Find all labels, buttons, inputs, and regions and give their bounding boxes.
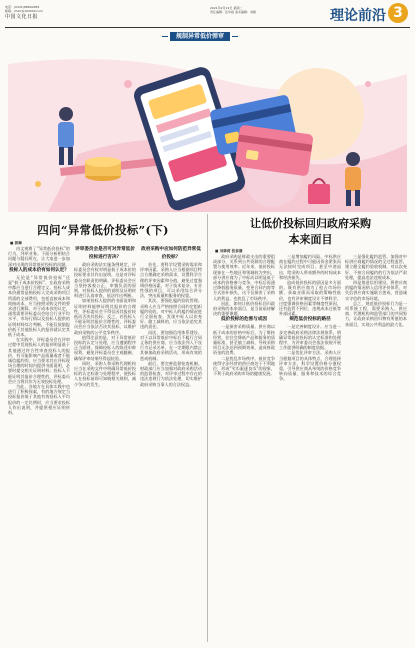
paragraph: 三是强化履约监管。加强对中标供应商履约情况的全过程监管，建立健全履约验收机制，对以次充好、不按合同履约的行为依法严肃处理，提高违法违规成本。 [345, 254, 407, 280]
right-article-byline: ■ 刘修莉 张泰谦 [215, 249, 243, 253]
paragraph: 无论是“异常低价投标”还是“低于成本价投标”，在政府采购中都应当进行合理定义。投标人成本价通常是指投标人完成采购项目所需的全部费用，包括直接成本和间接成本，应当按照采购文件的要求进行测算。对于成本价的认定，通常需要评标委员会结合行业平均水平、市场行情以及投标人提供的证明材料综合判断，不能仅依据报价低于其他投标人的报价就认定其低于成本。 [8, 274, 70, 338]
paragraph: 政府采购法实施条例规定，评标委员会有权对明显低于成本价的投标要求其作出说明，这是对评标委员会职责的明确。评标委员会应当坚持客观公正、审慎负责的原则，对投标人提供的说明及证明材料进行认真审查，依法作出判断。 [74, 262, 136, 299]
page-number-badge: 3 [388, 3, 408, 23]
paragraph: 三是增加履约风险。中标供应商在履约过程中可能因资金紧张而无法按时完成项目，甚至中途退出，给采购人带来额外的时间成本和经济损失。 [279, 254, 341, 280]
paragraph: 为此，各地方在具体实践中也进行了积极探索，有的地方规定当投标报价低于其他有效投标人平均报价的一定比例时，应当要求投标人作出说明，并提供相应证明材料。 [8, 384, 70, 416]
right-article-headline [214, 216, 407, 248]
paragraph: 一是损害采购质量。供应商以低于成本的价格中标后，为了维持经营，往往会降低产品和服务的质量标准，甚至偷工减料，导致采购项目无法达到预期效果，造成财政资金的浪费。 [213, 324, 275, 356]
column-tag: 规制异常低价弹审 [170, 32, 230, 41]
paragraph: 二是扰乱市场秩序。低价竞争使得守法经营的供应商处于不利地位，形成“劣币驱逐良币”的现象，不利于政府采购市场的健康发展。 [213, 355, 275, 377]
subhead: 低价投标的危害与成因 [221, 317, 267, 323]
right-article-column-2 [279, 254, 341, 642]
date-line: 2021年2月19日 星期二 [210, 6, 243, 10]
paragraph: 其次，要强化履约验收管理。采购人应当严格按照合同约定组织履约验收，对中标人的履约情况进行全面检查，发现中标人以次充好、偷工减料的，应当依法追究其违约责任。 [140, 298, 202, 330]
right-article-column-3 [345, 254, 407, 642]
section-title: 理论前沿 [330, 8, 386, 24]
paragraph: 因此，如何让低价投标回归政府采购的本来面目，是当前亟待解决的重要课题。 [213, 300, 275, 317]
right-article-column-1 [213, 254, 275, 642]
headline-line-2: 本来面目 [288, 233, 333, 246]
left-article-column-1 [8, 246, 70, 642]
paragraph: 同时，采购人和采购代理机构应当在采购文件中明确异常低价投标的认定标准与处理程序，使投标人在投标前即可知晓相关规则，减少争议的发生。 [74, 360, 136, 387]
left-article-column-2 [74, 246, 136, 642]
paragraph: 一是完善制度设计。应当进一步完善政府采购法律法规体系，明确异常低价投标的认定标准和处理程序，为评审委员会依法依规开展工作提供明确的制度依据。 [279, 324, 341, 351]
headline-line-1: 让低价投标回归政府采购 [250, 217, 371, 230]
paragraph: 如果投标人提供的书面说明和证明材料能够证明其报价的合理性，评标委员会不得仅因其报价较低而否决其投标；反之，若投标人不能证明其报价合理性的，评标委员会应当依法否决其投标，以维护政府采购的公平竞争秩序。 [74, 298, 136, 335]
paragraph: 在实践中，评标委员会在评审过程中发现投标人的报价明显低于其他通过符合性审查投标人的报价，有可能影响产品质量或者不能诚信履约的，应当要求其在评标现场合理的时间内提供书面说明，必要时提交相关证明材料；投标人不能证明其报价合理性的，评标委员会应当将其作为无效投标处理。 [8, 337, 70, 384]
contact-line-email: 邮箱：zhxh@100000.com [5, 9, 43, 13]
masthead-contact [5, 5, 43, 19]
masthead-date [210, 6, 256, 14]
paragraph: 造成低价投标的原因是多方面的，既有供应商为了抢占市场份额、获取业绩而采取的策略性低价，也有评审制度设计不够科学、过度强调价格因素等制度性原因，还有监管不到位、违规成本过低等外部因素。 [279, 280, 341, 317]
left-article-headline: 四问“异常低价投标”(下) [37, 223, 169, 237]
paragraph: 政府采购是财政支出的重要组成部分，关系到公共资源的合理配置与使用效率。近年来，低价投标现象在一些地区和领域较为突出，部分供应商为了中标而以明显低于成本的价格参与竞争，中标后再通过降低服务质量、变更合同内容等方式弥补损失，这不仅损害了采购人的利益，也扰乱了市场秩序。 [213, 254, 275, 301]
paragraph: 最后，要完善监督检查机制。财政部门应当加强对政府采购活动的监督检查，对评审过程中存在的违法违规行为依法处理，切实维护政府采购当事人的合法权益。 [140, 360, 202, 387]
paragraph: 二是优化评审方法。采购人应当根据项目的具体特点，合理选择评审方法，科学设置价格分值权重，引导供应商从单纯的价格竞争转向质量、服务和技术的综合竞争。 [279, 350, 341, 382]
editor-line: 责任编辑：张华娟 美术编辑：刘敏 [210, 10, 256, 14]
paragraph: 总之，规范低价投标行为是一项系统工程，需要采购人、供应商、代理机构和监管部门的共同努力，让政府采购回归物有所值的本来面目，实现公共利益的最大化。 [345, 300, 407, 327]
subhead: 政府采购中应如何防范异常低价投标？ [141, 247, 201, 260]
paragraph: 再次，要加强信用体系建设。对于以异常低价中标后不履行合同义务的供应商，应当依法列入不良行为记录名单，在一定期限内禁止其参加政府采购活动，形成有效的惩戒机制。 [140, 329, 202, 361]
subhead: 投标人的成本价有如何认定？ [9, 267, 69, 273]
coin-stack-icon [85, 157, 121, 181]
paragraph: 首先，要科学设置采购需求和评审因素。采购人应当根据项目特点合理确定采购需求，设置科学合理的评审因素和分值，避免过度强调价格因素。对于技术复杂、专业性强的项目，可以采用综合评分法，突出质量和服务的权重。 [140, 262, 202, 299]
masthead [5, 3, 410, 25]
paragraph: 四是推进信用建设。将供应商的履约情况纳入信用评价体系，对失信供应商实施联合惩戒，营造诚实守信的市场环境。 [345, 280, 407, 301]
left-article-byline: ■ 郭琳 [10, 241, 22, 245]
left-article-column-3 [140, 246, 202, 642]
masthead-rule [5, 27, 410, 28]
column-divider [207, 214, 208, 642]
newspaper-brand: 中国文化日报 [5, 14, 39, 20]
subhead: 规范低价投标的路径 [289, 317, 331, 323]
paragraph: 由文观赛了“异常低价投标”的行为，列举业务。下面分析相结合问题与疑问所在，让大家进一步加深对出现的异常低价投标的问题。 [8, 246, 70, 267]
subhead: 评审委员会是否可对异常低价投标进行否决？ [75, 247, 135, 260]
illustration [8, 44, 407, 212]
contact-line-phone: 电话：(0431)88600389 [5, 5, 40, 9]
paragraph: 值得注意的是，对于异常低价投标的认定与处理，应当遵循程序正当原则，保障投标人的陈述申辩权利，避免评标委员会主观臆断，确保评审结果经得起检验。 [74, 334, 136, 361]
